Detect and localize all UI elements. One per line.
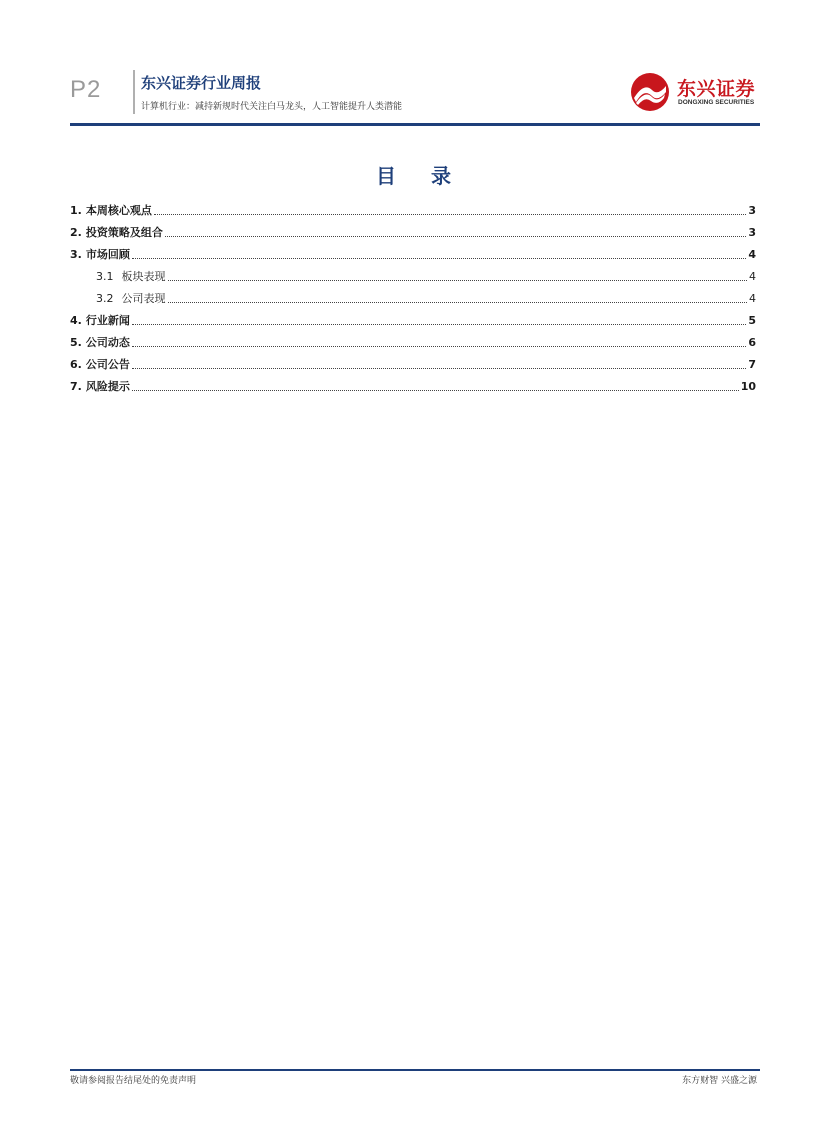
header-rule [70,123,760,126]
toc-item-number: 1. [70,204,82,217]
toc-item-label: 本周核心观点 [85,204,152,217]
toc-item[interactable] [70,328,756,350]
toc-item-number: 3.1 [96,270,114,283]
page-number: P2 [70,76,102,103]
toc-item[interactable] [70,350,756,372]
toc-item[interactable] [70,240,756,262]
footer-slogan: 东方财智 兴盛之源 [682,1076,757,1086]
toc-item-page: 10 [740,380,756,393]
footer-rule [70,1069,760,1071]
toc-item-number: 4. [70,314,82,327]
logo-name-cn: 东兴证券 [677,78,756,100]
toc-item-number: 3.2 [96,292,114,305]
toc-item-label: 市场回顾 [85,248,130,261]
toc-item-number: 2. [70,226,82,239]
toc-item-label: 板块表现 [121,270,166,283]
toc-leader-dots [132,389,739,391]
toc-leader-dots [168,301,748,303]
toc-leader-dots [132,367,747,369]
toc-item-label: 公司动态 [85,336,130,349]
toc-item-label: 投资策略及组合 [85,226,163,239]
logo-name-en: DONGXING SECURITIES [678,99,755,106]
header-divider [133,70,135,114]
toc-leader-dots [165,235,747,237]
toc-leader-dots [132,323,747,325]
toc-item-number: 6. [70,358,82,371]
footer-disclaimer-note: 敬请参阅报告结尾处的免责声明 [70,1076,197,1086]
toc-subitem[interactable] [70,262,756,284]
toc-item-page: 6 [748,336,756,349]
toc-item-label: 行业新闻 [85,314,130,327]
toc-item[interactable] [70,372,756,394]
dongxing-logo [630,72,760,112]
toc-item-page: 4 [749,292,756,305]
report-subtitle: 计算机行业：减持新规时代关注白马龙头，人工智能提升人类潜能 [141,102,403,112]
toc-item-page: 4 [748,248,756,261]
toc-item[interactable] [70,218,756,240]
toc-item-label: 风险提示 [85,380,130,393]
dongxing-logo-mark-icon [630,72,670,112]
toc-subitem[interactable] [70,284,756,306]
toc-item-label: 公司公告 [85,358,130,371]
toc-item-number: 3. [70,248,82,261]
toc-item-label: 公司表现 [121,292,166,305]
toc-leader-dots [132,345,747,347]
toc-item-page: 3 [748,226,756,239]
toc-leader-dots [154,213,747,215]
toc-item-page: 5 [748,314,756,327]
toc-item[interactable] [70,196,756,218]
toc-item-page: 4 [749,270,756,283]
toc-heading: 目 录 [376,164,465,188]
report-title: 东兴证券行业周报 [141,74,262,92]
table-of-contents [70,196,756,394]
toc-item-page: 7 [748,358,756,371]
toc-leader-dots [132,257,747,259]
toc-item[interactable] [70,306,756,328]
toc-item-number: 5. [70,336,82,349]
toc-item-number: 7. [70,380,82,393]
toc-leader-dots [168,279,748,281]
toc-item-page: 3 [748,204,756,217]
